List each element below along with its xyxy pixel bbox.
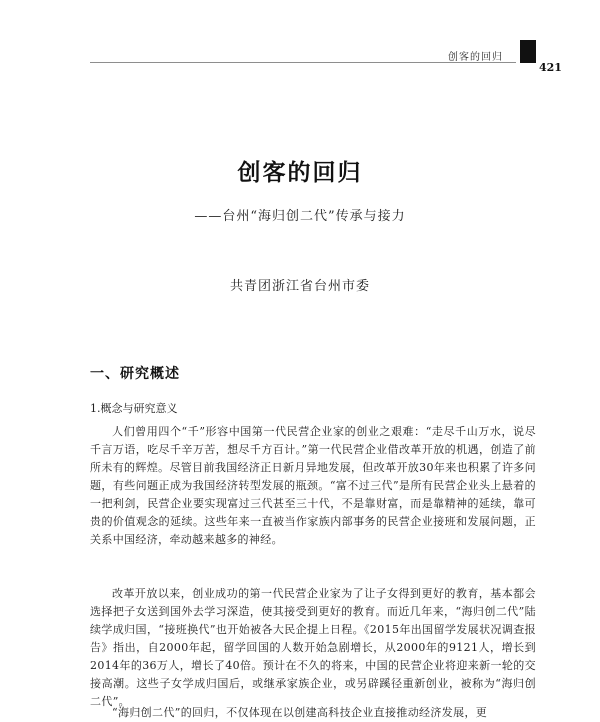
body-paragraph-3: “海归创二代”的回归，不仅体现在以创建高科技企业直接推动经济发展，更 xyxy=(112,706,488,719)
subsection-heading: 1.概念与研究意义 xyxy=(90,402,178,415)
body-paragraph-2: 改革开放以来，创业成功的第一代民营企业家为了让子女得到更好的教育，基本都会选择把子女送到国外去学习深造，使其接受到更好的教育。而近几年来，“海归创二代”陆续学成归国，“接班换代”也开始被各大民企提上日程。《2015年出国留学发展状况调查报告》指出，自2000年起，留学回国的人数开始急剧增长，从2000年的9121人，增长到2014年的36万人，增长了40倍。预计在不久的将来，中国的民营企业将迎来新一轮的交接高潮。这些子女学成归国后，或继承家族企业，或另辟蹊径重新创业，被称为“海归创二代”。 xyxy=(90,587,536,708)
page-number: 421 xyxy=(539,61,562,74)
article-subtitle: ——台州“海归创二代”传承与接力 xyxy=(194,209,406,224)
running-title: 创客的回归 xyxy=(448,52,503,63)
section-heading: 一、研究概述 xyxy=(90,366,180,382)
article-title: 创客的回归 xyxy=(237,159,363,186)
page-edge-marker xyxy=(520,40,536,63)
body-paragraph-1: 人们曾用四个“千”形容中国第一代民营企业家的创业之艰难：“走尽千山万水，说尽千言万语，吃尽千辛万苦，想尽千方百计。”第一代民营企业借改革开放的机遇，创造了前所未有的辉煌。尽管目前我国经济正日新月异地发展，但改革开放30年来也积累了许多问题，有些问题正成为我国经济转型发展的瓶颈。“富不过三代”是所有民营企业头上悬着的一把利剑，民营企业要实现富过三代甚至三十代，不是靠财富，而是靠精神的延续，靠可贵的价值观念的延续。这些年来一直被当作家族内部事务的民营企业接班和发展问题，正关系中国经济，牵动越来越多的神经。 xyxy=(90,425,536,546)
author-line: 共青团浙江省台州市委 xyxy=(229,279,370,294)
